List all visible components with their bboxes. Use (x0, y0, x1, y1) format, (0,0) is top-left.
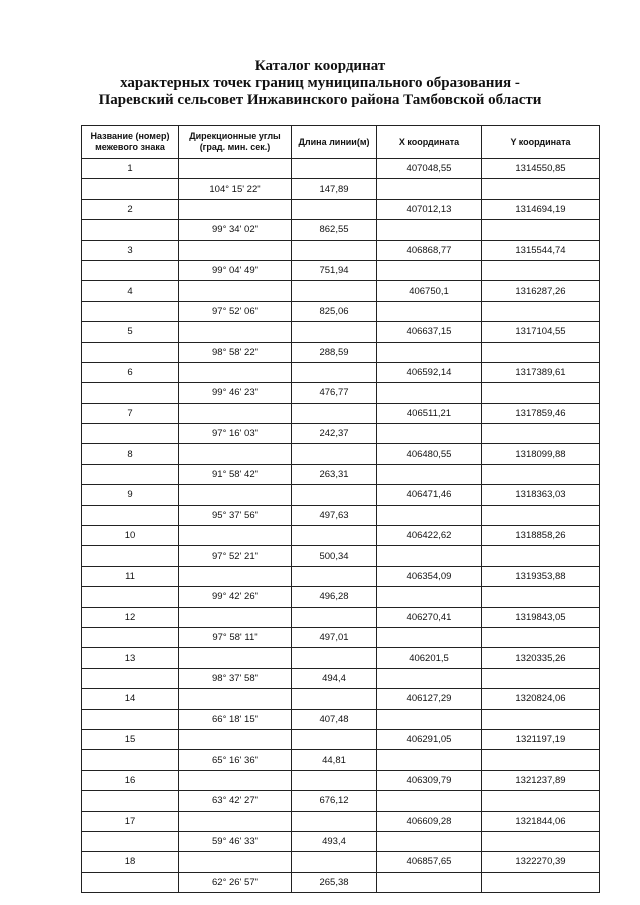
empty-cell (377, 179, 482, 199)
x-coordinate: 406609,28 (377, 811, 482, 831)
y-coordinate: 1317859,46 (482, 403, 600, 423)
x-coordinate: 406511,21 (377, 403, 482, 423)
segment-row (82, 505, 600, 525)
empty-cell (179, 770, 292, 790)
empty-cell (179, 526, 292, 546)
point-number: 2 (82, 199, 179, 219)
segment-row (82, 546, 600, 566)
empty-cell (179, 159, 292, 179)
empty-cell (482, 342, 600, 362)
y-coordinate: 1317389,61 (482, 362, 600, 382)
empty-cell (377, 587, 482, 607)
empty-cell (82, 179, 179, 199)
point-number: 1 (82, 159, 179, 179)
y-coordinate: 1314694,19 (482, 199, 600, 219)
empty-cell (292, 852, 377, 872)
direction-angle: 97° 58' 11" (179, 627, 292, 647)
empty-cell (82, 750, 179, 770)
point-row (82, 159, 600, 179)
empty-cell (82, 668, 179, 688)
line-length: 263,31 (292, 464, 377, 484)
direction-angle: 97° 16' 03" (179, 424, 292, 444)
document-title (0, 58, 640, 109)
x-coordinate: 406750,1 (377, 281, 482, 301)
header-direction-angle: Дирекционные углы (град. мин. сек.) (179, 126, 292, 159)
empty-cell (482, 220, 600, 240)
empty-cell (179, 607, 292, 627)
empty-cell (292, 648, 377, 668)
empty-cell (377, 627, 482, 647)
direction-angle: 66° 18' 15" (179, 709, 292, 729)
empty-cell (82, 831, 179, 851)
empty-cell (377, 709, 482, 729)
empty-cell (179, 199, 292, 219)
empty-cell (292, 689, 377, 709)
direction-angle: 59° 46' 33" (179, 831, 292, 851)
point-row (82, 322, 600, 342)
x-coordinate: 406422,62 (377, 526, 482, 546)
point-row (82, 199, 600, 219)
empty-cell (82, 424, 179, 444)
x-coordinate: 406868,77 (377, 240, 482, 260)
line-length: 265,38 (292, 872, 377, 892)
direction-angle: 91° 58' 42" (179, 464, 292, 484)
empty-cell (377, 791, 482, 811)
empty-cell (179, 322, 292, 342)
empty-cell (482, 587, 600, 607)
x-coordinate: 406857,65 (377, 852, 482, 872)
segment-row (82, 383, 600, 403)
empty-cell (292, 159, 377, 179)
point-row (82, 811, 600, 831)
segment-row (82, 424, 600, 444)
empty-cell (82, 872, 179, 892)
empty-cell (292, 526, 377, 546)
segment-row (82, 464, 600, 484)
point-number: 12 (82, 607, 179, 627)
title-line-3: Паревский сельсовет Инжавинского района Тамбовской области (98, 92, 542, 108)
y-coordinate: 1321237,89 (482, 770, 600, 790)
point-number: 16 (82, 770, 179, 790)
direction-angle: 99° 46' 23" (179, 383, 292, 403)
direction-angle: 97° 52' 21" (179, 546, 292, 566)
empty-cell (82, 587, 179, 607)
y-coordinate: 1322270,39 (482, 852, 600, 872)
point-row (82, 607, 600, 627)
empty-cell (179, 403, 292, 423)
point-row (82, 362, 600, 382)
empty-cell (179, 852, 292, 872)
empty-cell (482, 424, 600, 444)
point-row (82, 770, 600, 790)
y-coordinate: 1316287,26 (482, 281, 600, 301)
empty-cell (82, 546, 179, 566)
empty-cell (482, 260, 600, 280)
y-coordinate: 1321197,19 (482, 729, 600, 749)
empty-cell (179, 485, 292, 505)
line-length: 494,4 (292, 668, 377, 688)
direction-angle: 97° 52' 06" (179, 301, 292, 321)
point-row (82, 485, 600, 505)
line-length: 242,37 (292, 424, 377, 444)
title-line-2: характерных точек границ муниципального образования - (120, 75, 520, 91)
empty-cell (482, 709, 600, 729)
line-length: 825,06 (292, 301, 377, 321)
header-x-coordinate: X координата (377, 126, 482, 159)
line-length: 407,48 (292, 709, 377, 729)
y-coordinate: 1315544,74 (482, 240, 600, 260)
line-length: 44,81 (292, 750, 377, 770)
x-coordinate: 406270,41 (377, 607, 482, 627)
empty-cell (179, 362, 292, 382)
direction-angle: 98° 58' 22" (179, 342, 292, 362)
y-coordinate: 1319353,88 (482, 566, 600, 586)
x-coordinate: 406127,29 (377, 689, 482, 709)
empty-cell (292, 199, 377, 219)
point-number: 8 (82, 444, 179, 464)
direction-angle: 63° 42' 27" (179, 791, 292, 811)
empty-cell (377, 342, 482, 362)
empty-cell (179, 689, 292, 709)
line-length: 476,77 (292, 383, 377, 403)
empty-cell (82, 220, 179, 240)
segment-row (82, 342, 600, 362)
empty-cell (377, 668, 482, 688)
direction-angle: 99° 42' 26" (179, 587, 292, 607)
x-coordinate: 406291,05 (377, 729, 482, 749)
empty-cell (482, 668, 600, 688)
line-length: 500,34 (292, 546, 377, 566)
table-header-row (82, 126, 600, 159)
x-coordinate: 406592,14 (377, 362, 482, 382)
empty-cell (179, 444, 292, 464)
segment-row (82, 750, 600, 770)
empty-cell (377, 383, 482, 403)
title-line-1: Каталог координат (254, 58, 386, 74)
x-coordinate: 407048,55 (377, 159, 482, 179)
empty-cell (482, 627, 600, 647)
direction-angle: 104° 15' 22" (179, 179, 292, 199)
empty-cell (482, 831, 600, 851)
x-coordinate: 406471,46 (377, 485, 482, 505)
empty-cell (292, 485, 377, 505)
empty-cell (377, 301, 482, 321)
point-row (82, 444, 600, 464)
empty-cell (292, 444, 377, 464)
empty-cell (292, 729, 377, 749)
empty-cell (377, 831, 482, 851)
x-coordinate: 406309,79 (377, 770, 482, 790)
line-length: 493,4 (292, 831, 377, 851)
segment-row (82, 627, 600, 647)
empty-cell (482, 791, 600, 811)
empty-cell (482, 179, 600, 199)
segment-row (82, 220, 600, 240)
direction-angle: 98° 37' 58" (179, 668, 292, 688)
point-number: 17 (82, 811, 179, 831)
line-length: 862,55 (292, 220, 377, 240)
y-coordinate: 1318363,03 (482, 485, 600, 505)
empty-cell (82, 342, 179, 362)
y-coordinate: 1318858,26 (482, 526, 600, 546)
empty-cell (82, 301, 179, 321)
direction-angle: 99° 34' 02" (179, 220, 292, 240)
point-number: 9 (82, 485, 179, 505)
empty-cell (377, 220, 482, 240)
empty-cell (377, 546, 482, 566)
x-coordinate: 406201,5 (377, 648, 482, 668)
empty-cell (82, 709, 179, 729)
line-length: 496,28 (292, 587, 377, 607)
point-row (82, 281, 600, 301)
empty-cell (377, 424, 482, 444)
empty-cell (179, 648, 292, 668)
segment-row (82, 668, 600, 688)
empty-cell (482, 750, 600, 770)
empty-cell (292, 811, 377, 831)
empty-cell (292, 403, 377, 423)
empty-cell (82, 464, 179, 484)
empty-cell (377, 750, 482, 770)
segment-row (82, 872, 600, 892)
header-point-name: Название (номер) межевого знака (82, 126, 179, 159)
empty-cell (179, 281, 292, 301)
empty-cell (82, 505, 179, 525)
y-coordinate: 1318099,88 (482, 444, 600, 464)
empty-cell (482, 301, 600, 321)
empty-cell (292, 322, 377, 342)
point-number: 4 (82, 281, 179, 301)
direction-angle: 95° 37' 56" (179, 505, 292, 525)
empty-cell (292, 770, 377, 790)
point-row (82, 240, 600, 260)
coordinates-table (81, 125, 600, 893)
empty-cell (179, 566, 292, 586)
empty-cell (482, 546, 600, 566)
table-body (82, 159, 600, 893)
segment-row (82, 260, 600, 280)
point-number: 5 (82, 322, 179, 342)
direction-angle: 62° 26' 57" (179, 872, 292, 892)
point-row (82, 648, 600, 668)
segment-row (82, 301, 600, 321)
x-coordinate: 407012,13 (377, 199, 482, 219)
segment-row (82, 791, 600, 811)
empty-cell (482, 383, 600, 403)
line-length: 147,89 (292, 179, 377, 199)
y-coordinate: 1319843,05 (482, 607, 600, 627)
empty-cell (179, 811, 292, 831)
point-row (82, 403, 600, 423)
empty-cell (377, 464, 482, 484)
segment-row (82, 587, 600, 607)
x-coordinate: 406480,55 (377, 444, 482, 464)
point-row (82, 729, 600, 749)
empty-cell (82, 260, 179, 280)
point-number: 18 (82, 852, 179, 872)
point-number: 13 (82, 648, 179, 668)
empty-cell (292, 607, 377, 627)
empty-cell (377, 872, 482, 892)
direction-angle: 65° 16' 36" (179, 750, 292, 770)
point-number: 6 (82, 362, 179, 382)
point-number: 7 (82, 403, 179, 423)
point-number: 14 (82, 689, 179, 709)
empty-cell (482, 464, 600, 484)
line-length: 288,59 (292, 342, 377, 362)
point-row (82, 526, 600, 546)
y-coordinate: 1321844,06 (482, 811, 600, 831)
empty-cell (82, 627, 179, 647)
point-row (82, 689, 600, 709)
empty-cell (82, 791, 179, 811)
empty-cell (292, 240, 377, 260)
empty-cell (482, 872, 600, 892)
y-coordinate: 1320335,26 (482, 648, 600, 668)
line-length: 751,94 (292, 260, 377, 280)
empty-cell (377, 260, 482, 280)
y-coordinate: 1314550,85 (482, 159, 600, 179)
header-y-coordinate: Y координата (482, 126, 600, 159)
line-length: 497,63 (292, 505, 377, 525)
point-number: 11 (82, 566, 179, 586)
point-row (82, 852, 600, 872)
point-number: 3 (82, 240, 179, 260)
x-coordinate: 406354,09 (377, 566, 482, 586)
line-length: 676,12 (292, 791, 377, 811)
segment-row (82, 709, 600, 729)
empty-cell (292, 566, 377, 586)
empty-cell (482, 505, 600, 525)
point-number: 10 (82, 526, 179, 546)
empty-cell (292, 362, 377, 382)
empty-cell (377, 505, 482, 525)
header-line-length: Длина линии(м) (292, 126, 377, 159)
direction-angle: 99° 04' 49" (179, 260, 292, 280)
x-coordinate: 406637,15 (377, 322, 482, 342)
segment-row (82, 831, 600, 851)
empty-cell (179, 729, 292, 749)
point-number: 15 (82, 729, 179, 749)
point-row (82, 566, 600, 586)
y-coordinate: 1320824,06 (482, 689, 600, 709)
segment-row (82, 179, 600, 199)
empty-cell (179, 240, 292, 260)
line-length: 497,01 (292, 627, 377, 647)
empty-cell (292, 281, 377, 301)
y-coordinate: 1317104,55 (482, 322, 600, 342)
empty-cell (82, 383, 179, 403)
